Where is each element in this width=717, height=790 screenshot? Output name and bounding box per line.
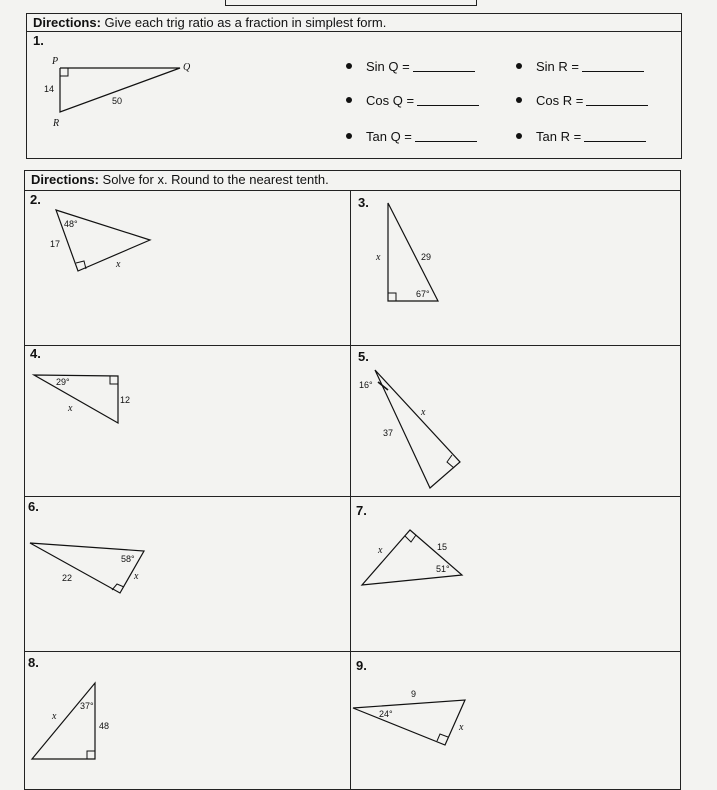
- directions-label: Directions:: [33, 15, 101, 30]
- p7-angle: 51°: [436, 564, 450, 574]
- bullet-icon: [346, 133, 352, 139]
- p9-unknown: x: [459, 722, 464, 733]
- p9-side: 9: [411, 689, 417, 699]
- problem-1-number: 1.: [33, 33, 44, 48]
- answer-blank[interactable]: [417, 104, 479, 106]
- problem-8-number: 8.: [28, 655, 39, 670]
- label-P: P: [52, 56, 59, 67]
- p7-side: 15: [437, 542, 448, 552]
- p4-side: 12: [120, 395, 131, 405]
- grid-row-line-1: [24, 345, 681, 346]
- p5-angle: 16°: [359, 380, 373, 390]
- p5-unknown: x: [421, 407, 426, 418]
- p9-angle: 24°: [379, 709, 393, 719]
- p2-unknown: x: [116, 259, 121, 270]
- p3-unknown: x: [376, 252, 381, 263]
- problem-2-number: 2.: [30, 192, 41, 207]
- p2-side: 17: [50, 239, 61, 249]
- ratio-label: Cos Q =: [366, 93, 415, 108]
- ratio-tan-q[interactable]: [346, 129, 477, 144]
- ratio-label: Sin R =: [536, 59, 579, 74]
- p3-side: 29: [421, 252, 432, 262]
- label-Q: Q: [183, 62, 191, 73]
- problem-5-number: 5.: [358, 349, 369, 364]
- directions-text: Solve for x. Round to the nearest tenth.: [102, 172, 329, 187]
- side-RQ: 50: [112, 96, 123, 106]
- bullet-icon: [346, 63, 352, 69]
- section2-header-divider: [24, 190, 681, 191]
- section2-box: [24, 170, 681, 790]
- p5-side: 37: [383, 428, 394, 438]
- label-R: R: [53, 118, 60, 129]
- p6-angle: 58°: [121, 554, 135, 564]
- ratio-sin-q[interactable]: [346, 59, 475, 74]
- problem-7-number: 7.: [356, 503, 367, 518]
- directions-label: Directions:: [31, 172, 99, 187]
- answer-blank[interactable]: [415, 140, 477, 142]
- ratio-cos-q[interactable]: [346, 93, 479, 108]
- problem-9-number: 9.: [356, 658, 367, 673]
- ratio-label: Tan Q =: [366, 129, 412, 144]
- bullet-icon: [516, 97, 522, 103]
- problem-6-number: 6.: [28, 499, 39, 514]
- problem-3-number: 3.: [358, 195, 369, 210]
- answer-blank[interactable]: [413, 70, 475, 72]
- p8-angle: 37°: [80, 701, 94, 711]
- p2-angle: 48°: [64, 219, 78, 229]
- bullet-icon: [346, 97, 352, 103]
- p4-angle: 29°: [56, 377, 70, 387]
- ratio-label: Tan R =: [536, 129, 582, 144]
- p6-side: 22: [62, 573, 73, 583]
- p8-side: 48: [99, 721, 110, 731]
- answer-blank[interactable]: [584, 140, 646, 142]
- answer-blank[interactable]: [582, 70, 644, 72]
- answer-blank[interactable]: [586, 104, 648, 106]
- bullet-icon: [516, 133, 522, 139]
- p6-unknown: x: [134, 571, 139, 582]
- grid-vertical-line: [350, 190, 351, 790]
- p8-unknown: x: [52, 711, 57, 722]
- section2-directions: [31, 172, 329, 187]
- p7-unknown: x: [378, 545, 383, 556]
- p4-unknown: x: [68, 403, 73, 414]
- ratio-cos-r[interactable]: [516, 93, 648, 108]
- ratio-label: Cos R =: [536, 93, 584, 108]
- problem-4-number: 4.: [30, 346, 41, 361]
- directions-text: Give each trig ratio as a fraction in simplest form.: [104, 15, 387, 30]
- bullet-icon: [516, 63, 522, 69]
- ratio-sin-r[interactable]: [516, 59, 644, 74]
- ratio-tan-r[interactable]: [516, 129, 646, 144]
- side-PR: 14: [44, 84, 55, 94]
- grid-row-line-3: [24, 651, 681, 652]
- p3-angle: 67°: [416, 289, 430, 299]
- grid-row-line-2: [24, 496, 681, 497]
- ratio-label: Sin Q =: [366, 59, 410, 74]
